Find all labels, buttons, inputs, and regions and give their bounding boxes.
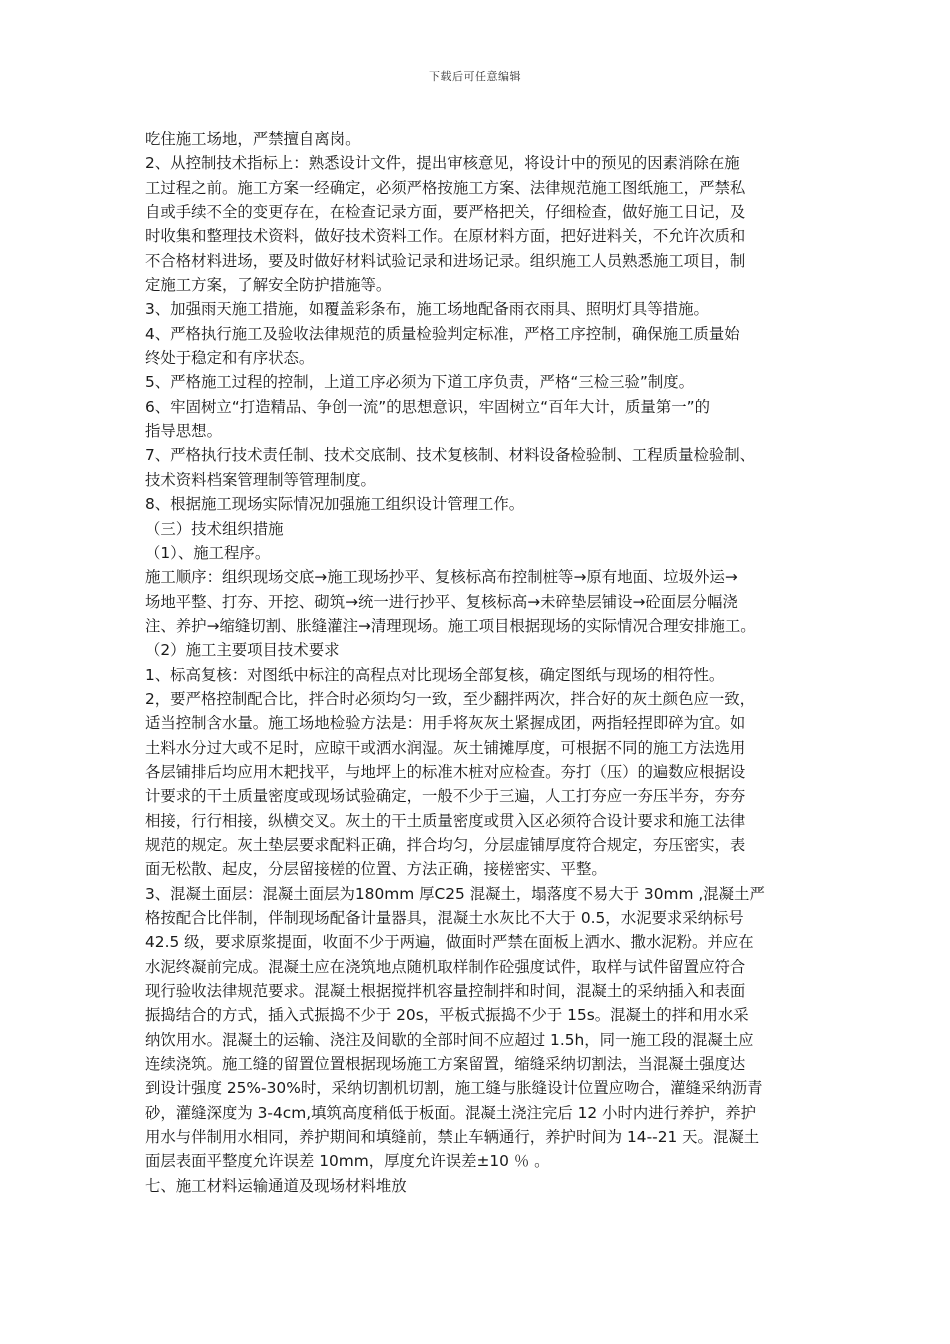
- text-line: 6、牢固树立“打造精品、争创一流”的思想意识，牢固树立“百年大计，质量第一”的: [145, 397, 710, 416]
- text-line: （三）技术组织措施: [145, 519, 284, 538]
- text-line: 吃住施工场地，严禁擅自离岗。: [145, 130, 361, 148]
- text-line: 终处于稳定和有序状态。: [145, 349, 315, 368]
- text-line: 技术资料档案管理制等管理制度。: [145, 470, 376, 489]
- text-line: 指导思想。: [145, 422, 222, 441]
- text-line: 砂，灌缝深度为 3-4cm,填筑高度稍低于板面。混凝土浇注完后 12 小时内进行养护，养护: [145, 1103, 757, 1122]
- text-line: 3、加强雨天施工措施，如覆盖彩条布，施工场地配备雨衣雨具、照明灯具等措施。: [145, 300, 709, 319]
- text-line: 振捣结合的方式，插入式振捣不少于 20s，平板式振捣不少于 15s。混凝土的拌和用水采: [145, 1006, 749, 1025]
- text-line: 连续浇筑。施工缝的留置位置根据现场施工方案留置，缩缝采纳切割法，当混凝土强度达: [145, 1055, 746, 1074]
- text-line: 注、养护→缩缝切割、胀缝灌注→清理现场。施工项目根据现场的实际情况合理安排施工。: [145, 616, 756, 635]
- text-line: 纳饮用水。混凝土的运输、浇注及间歇的全部时间不应超过 1.5h，同一施工段的混凝土应: [145, 1030, 754, 1049]
- text-line: （2）施工主要项目技术要求: [145, 641, 340, 660]
- text-line: 2、从控制技术指标上：熟悉设计文件，提出审核意见，将设计中的预见的因素消除在施: [145, 154, 740, 173]
- text-line: 时收集和整理技术资料，做好技术资料工作。在原材料方面，把好进料关，不允许次质和: [145, 227, 746, 246]
- page-header: 下载后可任意编辑: [429, 70, 521, 83]
- text-line: 自或手续不全的变更存在，在检查记录方面，要严格把关，仔细检查，做好施工日记，及: [145, 203, 746, 222]
- text-line: 1、标高复核：对图纸中标注的高程点对比现场全部复核，确定图纸与现场的相符性。: [145, 665, 725, 684]
- text-line: 适当控制含水量。施工场地检验方法是：用手将灰灰土紧握成团，两指轻捏即碎为宜。如: [145, 714, 746, 733]
- text-line: 规范的规定。灰土垫层要求配料正确，拌合均匀，分层虚铺厚度符合规定，夯压密实，表: [145, 835, 746, 854]
- text-line: 4、严格执行施工及验收法律规范的质量检验判定标准，严格工序控制，确保施工质量始: [145, 324, 740, 343]
- text-line: 格按配合比伴制，伴制现场配备计量器具，混凝土水灰比不大于 0.5，水泥要求采纳标号: [145, 909, 744, 927]
- text-line: 计要求的干土质量密度或现场试验确定，一般不少于三遍，人工打夯应一夯压半夯，夯夯: [145, 787, 746, 806]
- text-line: 施工顺序：组织现场交底→施工现场抄平、复核标高布控制桩等→原有地面、垃圾外运→: [145, 568, 738, 587]
- text-line: 面无松散、起皮，分层留接槎的位置、方法正确，接槎密实、平整。: [145, 860, 607, 879]
- text-line: 42.5 级，要求原浆提面，收面不少于两遍，做面时严禁在面板上洒水、撒水泥粉。并应在: [145, 933, 754, 952]
- text-line: 水泥终凝前完成。混凝土应在浇筑地点随机取样制作砼强度试件，取样与试件留置应符合: [145, 957, 746, 976]
- text-line: 定施工方案，了解安全防护措施等。: [145, 276, 392, 295]
- text-line: 到设计强度 25%-30%时，采纳切割机切割，施工缝与胀缝设计位置应吻合，灌缝采纳沥青: [145, 1079, 763, 1098]
- text-line: 现行验收法律规范要求。混凝土根据搅拌机容量控制拌和时间，混凝土的采纳插入和表面: [145, 982, 746, 1001]
- text-line: 相接，行行相接，纵横交叉。灰土的干土质量密度或贯入区必须符合设计要求和施工法律: [145, 811, 746, 830]
- text-line: 5、严格施工过程的控制，上道工序必须为下道工序负责，严格“三检三验”制度。: [145, 373, 695, 392]
- text-line: 面层表面平整度允许误差 10mm，厚度允许误差±10 ％ 。: [145, 1152, 550, 1171]
- text-line: 2，要严格控制配合比，拌合时必须均匀一致，至少翻拌两次，拌合好的灰土颜色应一致，: [145, 689, 756, 708]
- text-line: 土料水分过大或不足时，应晾干或洒水润湿。灰土铺摊厚度，可根据不同的施工方法选用: [145, 738, 746, 757]
- text-line: 各层铺排后均应用木耙找平，与地坪上的标准木桩对应检查。夯打（压）的遍数应根据设: [145, 762, 746, 781]
- text-line: （1）、施工程序。: [145, 543, 271, 562]
- text-line: 7、严格执行技术责任制、技术交底制、技术复核制、材料设备检验制、工程质量检验制、: [145, 446, 756, 465]
- text-line: 工过程之前。施工方案一经确定，必须严格按施工方案、法律规范施工图纸施工，严禁私: [145, 178, 746, 197]
- document-body: [145, 127, 817, 1198]
- text-line: 不合格材料进场，要及时做好材料试验记录和进场记录。组织施工人员熟悉施工项目，制: [145, 251, 746, 270]
- text-line: 场地平整、打夯、开挖、砌筑→统一进行抄平、复核标高→未碎垫层铺设→砼面层分幅浇: [145, 592, 738, 611]
- text-line: 七、施工材料运输通道及现场材料堆放: [145, 1176, 407, 1195]
- text-line: 3、混凝土面层：混凝土面层为180mm 厚C25 混凝土，塌落度不易大于 30mm ,混凝土严: [145, 884, 765, 903]
- text-line: 用水与伴制用水相同，养护期间和填缝前，禁止车辆通行，养护时间为 14--21 天。混凝土: [145, 1128, 760, 1147]
- text-line: 8、根据施工现场实际情况加强施工组织设计管理工作。: [145, 495, 525, 514]
